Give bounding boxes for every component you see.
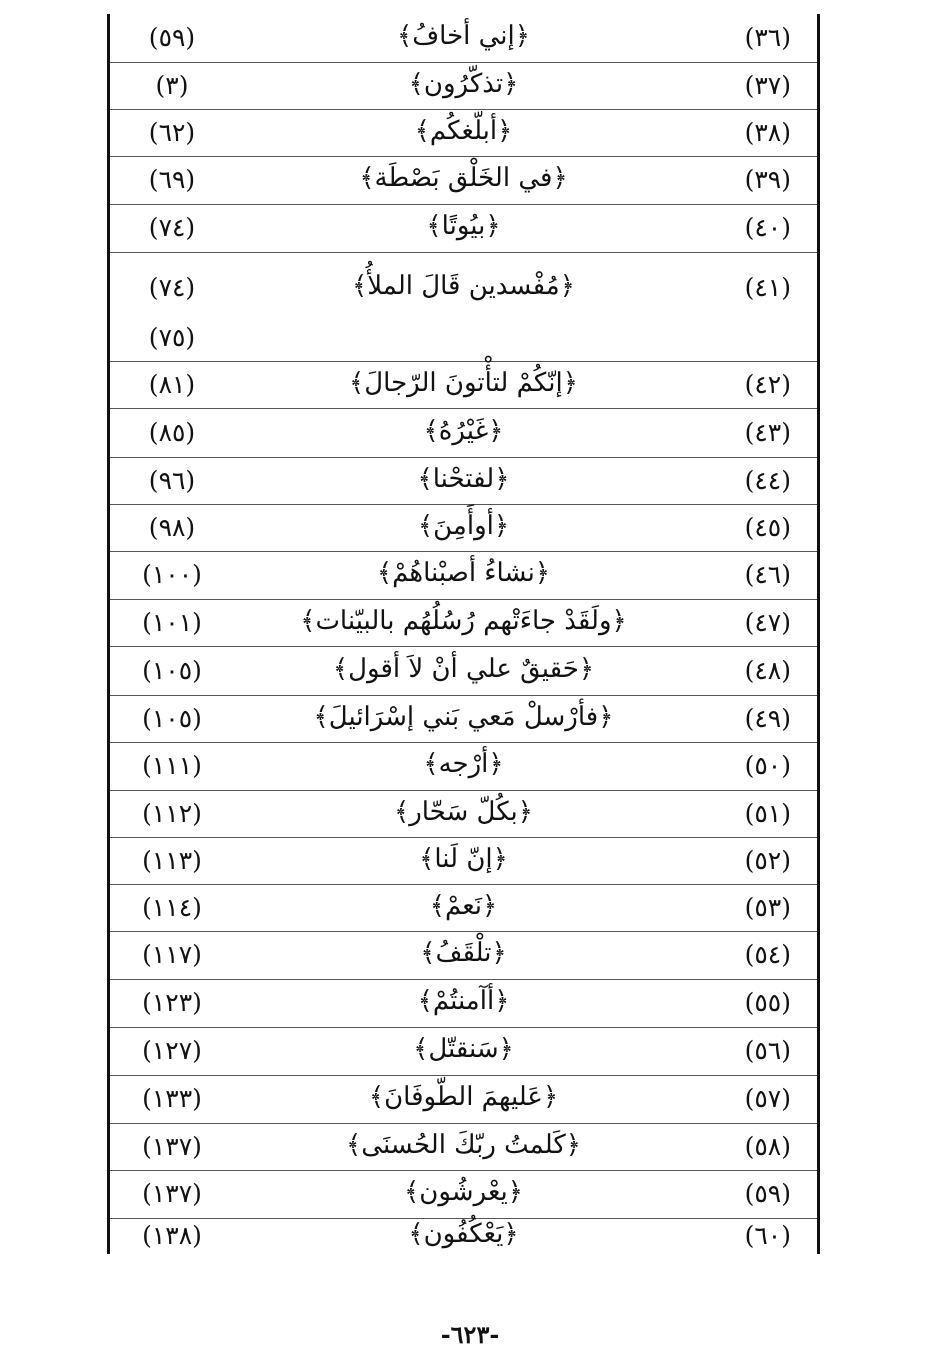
- quranic-word: عَليهمَ الطّوفَانَ: [384, 1082, 543, 1112]
- entry-word: [110, 272, 817, 300]
- entry-word: [110, 22, 817, 50]
- page-reference-secondary: (٧٥): [148, 323, 196, 352]
- close-bracket: ﴾: [393, 797, 410, 827]
- entry-number: (٤٣): [744, 418, 791, 447]
- open-bracket: ﴿: [514, 21, 531, 51]
- open-bracket: ﴿: [611, 606, 627, 636]
- close-bracket: ﴾: [423, 749, 439, 779]
- page-reference: (١١١): [142, 751, 202, 780]
- open-bracket: ﴿: [494, 464, 510, 494]
- page-reference: (٧٤): [148, 213, 196, 242]
- open-bracket: ﴿: [562, 368, 578, 398]
- page-reference: (١٢٧): [142, 1036, 202, 1065]
- open-bracket: ﴿: [488, 749, 504, 779]
- open-bracket: ﴿: [485, 211, 501, 241]
- entry-number: (٤٧): [744, 608, 791, 637]
- entry-word: [110, 798, 817, 826]
- quranic-word: ولَقَدْ جاءَتْهم رُسُلُهُم بالبيّنات: [315, 606, 612, 636]
- open-bracket: ﴿: [482, 891, 498, 921]
- table-row: [110, 837, 817, 885]
- entry-word: [110, 1083, 817, 1111]
- table-row: [110, 979, 817, 1028]
- page-reference: (١٣٣): [142, 1084, 202, 1113]
- table-row: [110, 504, 817, 552]
- table-row: [110, 156, 817, 205]
- entry-number: (٣٨): [744, 118, 791, 147]
- page-reference: (١٣٧): [142, 1132, 202, 1161]
- quranic-word: إنّكُمْ لتأْتونَ الرّجالَ: [364, 368, 563, 398]
- page-reference: (٨٥): [148, 418, 196, 447]
- close-bracket: ﴾: [414, 116, 430, 146]
- entry-number: (٣٩): [744, 165, 791, 194]
- open-bracket: ﴿: [503, 69, 519, 99]
- entry-number: (٤٥): [744, 513, 791, 542]
- close-bracket: ﴾: [313, 702, 329, 732]
- quranic-word: تذكّرُون: [423, 69, 504, 99]
- close-bracket: ﴾: [419, 844, 435, 874]
- page-reference: (١١٣): [142, 846, 202, 875]
- page-reference: (٨١): [148, 370, 196, 399]
- page-reference: (٥٩): [148, 23, 196, 52]
- quranic-word: تلْقَفُ: [435, 938, 492, 968]
- page-reference: (١٢٣): [142, 988, 202, 1017]
- page-reference: (١٠٥): [142, 656, 202, 685]
- quranic-word: إنّ لَنا: [434, 844, 493, 874]
- entry-number: (٥٦): [744, 1036, 791, 1065]
- page-reference: (٣): [155, 71, 189, 100]
- quranic-word: مُفْسدين قَالَ الملأُ: [367, 271, 560, 301]
- entry-number: (٤٢): [744, 370, 791, 399]
- entry-number: (٥٣): [744, 893, 791, 922]
- entry-word: [110, 1035, 817, 1063]
- open-bracket: ﴿: [507, 1177, 523, 1207]
- entry-number: (٥٥): [744, 988, 791, 1017]
- entry-word: [110, 369, 817, 397]
- quranic-word: نَعمْ: [444, 891, 483, 921]
- entry-word: [110, 465, 817, 493]
- entry-number: (٥٤): [744, 940, 791, 969]
- quranic-word: بيُوتًا: [441, 211, 486, 241]
- entry-word: [110, 212, 817, 240]
- open-bracket: ﴿: [488, 416, 504, 446]
- quranic-word: أرْجه: [438, 749, 489, 779]
- page-reference: (٦٢): [148, 118, 196, 147]
- close-bracket: ﴾: [346, 1130, 362, 1160]
- table-row: [110, 695, 817, 743]
- quranic-word: يعْرشُون: [419, 1177, 508, 1207]
- page-reference: (٧٤): [148, 273, 196, 302]
- quranic-word: يَعْكُفُون: [423, 1219, 504, 1249]
- close-bracket: ﴾: [423, 416, 439, 446]
- table-row: [110, 62, 817, 110]
- close-bracket: ﴾: [417, 511, 434, 541]
- table-row: [110, 646, 817, 696]
- table-row: [110, 551, 817, 600]
- quranic-word: أآمنتُمْ: [432, 986, 495, 1016]
- entry-word: [110, 703, 817, 731]
- open-bracket: ﴿: [494, 986, 510, 1016]
- entry-word: [110, 939, 817, 967]
- table-row: [110, 1170, 817, 1219]
- entry-number: (٣٧): [744, 71, 791, 100]
- open-bracket: ﴿: [497, 116, 513, 146]
- close-bracket: ﴾: [417, 986, 433, 1016]
- table-row: [110, 1027, 817, 1076]
- page-reference: (٩٦): [148, 466, 196, 495]
- quranic-word: أوأَمِنَ: [433, 511, 494, 541]
- close-bracket: ﴾: [404, 1177, 420, 1207]
- entry-word: [110, 1131, 817, 1159]
- close-bracket: ﴾: [408, 69, 424, 99]
- page-reference: (١٠١): [142, 608, 202, 637]
- entry-word: [110, 70, 817, 98]
- open-bracket: ﴿: [534, 558, 551, 588]
- open-bracket: ﴿: [498, 1034, 514, 1064]
- entry-number: (٥٩): [744, 1179, 791, 1208]
- open-bracket: ﴿: [503, 1219, 519, 1249]
- close-bracket: ﴾: [408, 1219, 424, 1249]
- entry-number: (٥٠): [744, 751, 791, 780]
- entry-number: (٥٢): [744, 846, 791, 875]
- page-reference: (١١٢): [142, 799, 202, 828]
- page-reference: (١١٧): [142, 940, 202, 969]
- entry-word: [110, 512, 817, 540]
- open-bracket: ﴿: [492, 844, 508, 874]
- close-bracket: ﴾: [352, 271, 368, 301]
- quranic-word: فأرْسلْ مَعي بَني إسْرَائيلَ: [328, 702, 599, 732]
- quranic-word: سَنقتّل: [428, 1034, 499, 1064]
- quranic-word: نشاءُ أصبْناهُمْ: [392, 558, 535, 588]
- table-row: [110, 252, 817, 362]
- close-bracket: ﴾: [417, 464, 433, 494]
- open-bracket: ﴿: [517, 797, 534, 827]
- close-bracket: ﴾: [429, 891, 445, 921]
- table-row: [110, 599, 817, 647]
- quranic-word: حَقيقٌ علي أنْ لاَ أقول: [348, 654, 579, 684]
- quranic-word: في الخَلْق بَصْطَة: [374, 163, 553, 193]
- entry-word: [110, 417, 817, 445]
- entry-number: (٤١): [744, 273, 791, 302]
- quranic-word: كَلمتُ ربّكَ الحُسنَى: [361, 1130, 566, 1160]
- page-reference: (١٠٠): [142, 560, 202, 589]
- entry-number: (٥٧): [744, 1084, 791, 1113]
- table-row: [110, 14, 817, 63]
- page-reference: (١٣٨): [142, 1221, 202, 1250]
- table-row: [110, 931, 817, 980]
- entry-number: (٤٦): [744, 560, 791, 589]
- close-bracket: ﴾: [413, 1034, 429, 1064]
- quranic-word: بكُلّ سَحّار: [409, 797, 518, 827]
- page-reference: (١٠٥): [142, 704, 202, 733]
- table-row: [110, 884, 817, 932]
- quranic-word: أبلّغكُم: [429, 116, 498, 146]
- table-row: [110, 204, 817, 253]
- entry-word: [110, 559, 817, 587]
- table-row: [110, 408, 817, 458]
- entry-word: [110, 987, 817, 1015]
- open-bracket: ﴿: [493, 511, 510, 541]
- quranic-word: لفتحْنا: [432, 464, 495, 494]
- table-row: [110, 109, 817, 157]
- page-reference: (٩٨): [148, 513, 196, 542]
- close-bracket: ﴾: [359, 163, 375, 193]
- quranic-word: إني أخافُ: [412, 21, 515, 51]
- table-row: [110, 1218, 817, 1254]
- open-bracket: ﴿: [552, 163, 568, 193]
- open-bracket: ﴿: [565, 1130, 581, 1160]
- index-table: [107, 14, 820, 1254]
- open-bracket: ﴿: [542, 1082, 559, 1112]
- entry-number: (٤٠): [744, 213, 791, 242]
- close-bracket: ﴾: [426, 211, 442, 241]
- close-bracket: ﴾: [376, 558, 393, 588]
- quranic-word: غَيْرُهُ: [438, 416, 489, 446]
- entry-number: (٤٤): [744, 466, 791, 495]
- entry-word: [110, 117, 817, 145]
- entry-word: [110, 845, 817, 873]
- table-row: [110, 1123, 817, 1171]
- open-bracket: ﴿: [559, 271, 575, 301]
- page-reference: (٦٩): [148, 165, 196, 194]
- entry-number: (٥٨): [744, 1132, 791, 1161]
- table-row: [110, 361, 817, 409]
- open-bracket: ﴿: [598, 702, 614, 732]
- table-row: [110, 457, 817, 505]
- close-bracket: ﴾: [300, 606, 316, 636]
- close-bracket: ﴾: [349, 368, 365, 398]
- entry-number: (٣٦): [744, 23, 791, 52]
- table-row: [110, 742, 817, 791]
- entry-number: (٤٩): [744, 704, 791, 733]
- page-reference: (١١٤): [142, 893, 202, 922]
- open-bracket: ﴿: [578, 654, 595, 684]
- close-bracket: ﴾: [332, 654, 349, 684]
- close-bracket: ﴾: [396, 21, 413, 51]
- open-bracket: ﴿: [491, 938, 507, 968]
- entry-word: [110, 1220, 817, 1248]
- table-row: [110, 1075, 817, 1124]
- entry-word: [110, 892, 817, 920]
- page-reference: (١٣٧): [142, 1179, 202, 1208]
- entry-word: [110, 607, 817, 635]
- entry-word: [110, 1178, 817, 1206]
- entry-word: [110, 164, 817, 192]
- entry-number: (٤٨): [744, 656, 791, 685]
- entry-word: [110, 750, 817, 778]
- entry-word: [110, 655, 817, 683]
- close-bracket: ﴾: [368, 1082, 385, 1112]
- entry-number: (٥١): [744, 799, 791, 828]
- close-bracket: ﴾: [420, 938, 436, 968]
- entry-number: (٦٠): [744, 1221, 791, 1250]
- page-number: -٦٢٣-: [440, 1320, 500, 1349]
- table-row: [110, 790, 817, 838]
